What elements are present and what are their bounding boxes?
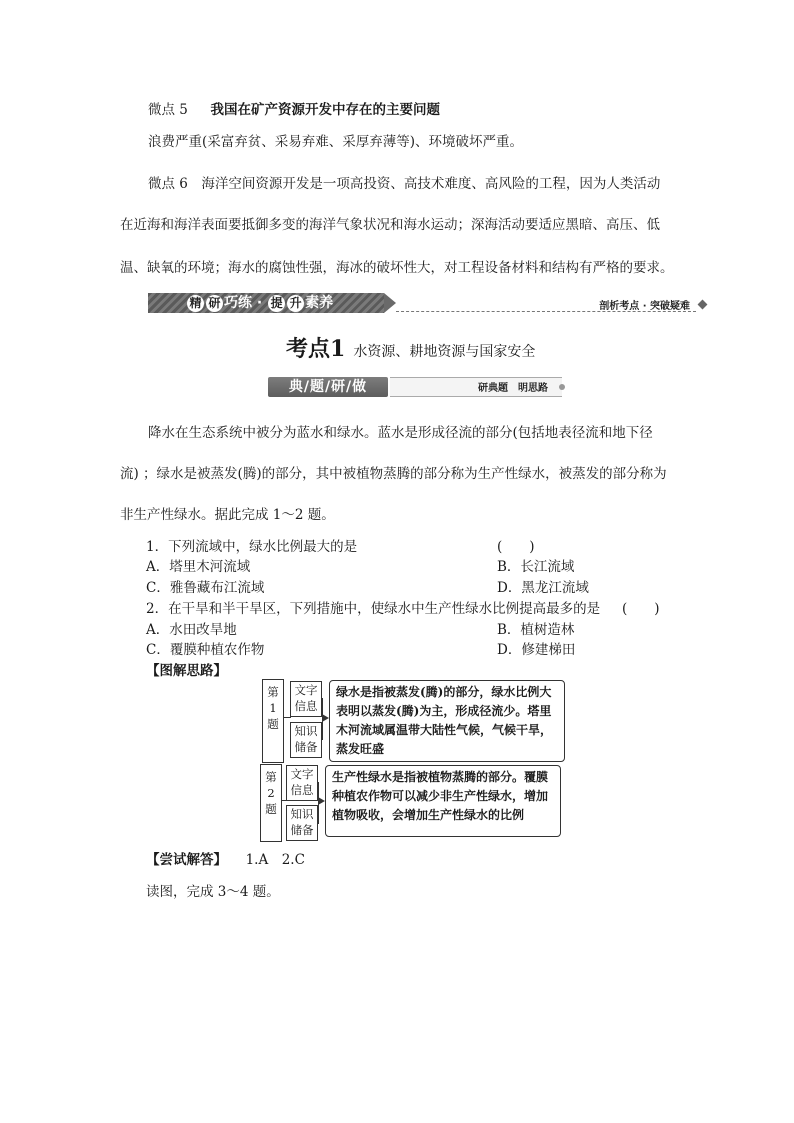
- sub-banner-title: 典/题/研/做: [288, 379, 368, 395]
- kaodian-label: 考点: [286, 336, 331, 362]
- diagram-q1-label-1: 第: [267, 685, 279, 699]
- diagram-q1-info-2: 信息: [294, 699, 318, 713]
- passage-line2: 流) ；绿水是被蒸发(腾)的部分，其中被植物蒸腾的部分称为生产性绿水，被蒸发的部分称为: [120, 466, 667, 482]
- micro-point-5: [148, 98, 440, 118]
- kaodian-title: 水资源、耕地资源与国家安全: [353, 344, 536, 360]
- diagram-q2-know-1: 知识: [290, 807, 314, 821]
- diagram-q2-info-1: 文字: [290, 767, 314, 781]
- passage-line3: 非生产性绿水。据此完成 1～2 题。: [120, 507, 335, 523]
- banner-dot: ·: [256, 295, 263, 311]
- dot-icon: [559, 384, 565, 390]
- question-2-option-a: A．水田改旱地: [146, 622, 237, 638]
- diagram-q1-label: [262, 679, 284, 763]
- diagram-q2-label-1: 第: [265, 770, 277, 784]
- diagram-q1-know: [290, 722, 322, 758]
- next-instruction: 读图，完成 3～4 题。: [146, 884, 280, 900]
- diagram-q2-text: 生产性绿水是指被植物蒸腾的部分。覆膜种植农作物可以减少非生产性绿水，增加植物吸收，会增加生产性绿水的比例: [325, 765, 561, 837]
- micro-point-6-line1: 微点 6 海洋空间资源开发是一项高投资、高技术难度、高风险的工程，因为人类活动: [148, 176, 661, 192]
- diagram-q1-know-2: 储备: [294, 740, 318, 754]
- diagram-q1-label-2: 1: [269, 701, 277, 715]
- question-2-stem: 2．在干旱和半干旱区，下列措施中，使绿水中生产性绿水比例提高最多的是: [146, 601, 601, 617]
- banner-text-1: 巧练: [224, 295, 252, 311]
- kaodian-heading: [286, 332, 535, 363]
- banner-title: [186, 293, 333, 313]
- question-1-blank: ( ): [497, 539, 535, 555]
- question-1-option-d: D．黑龙江流域: [497, 580, 589, 596]
- micro-point-5-label: 微点 5: [148, 102, 188, 118]
- diagram-q1-info-1: 文字: [294, 683, 318, 697]
- diagram-q2-know: [286, 805, 318, 841]
- banner-text-2: 素养: [305, 295, 334, 311]
- banner-char-2: 研: [206, 295, 223, 312]
- question-2-option-c: C．覆膜种植农作物: [146, 642, 265, 658]
- diagram-q1-connector: [283, 717, 291, 718]
- diagram-q1-text: 绿水是指被蒸发(腾)的部分，绿水比例大表明以蒸发(腾)为主，形成径流少。塔里木河流域属温带大陆性气候，气候干旱，蒸发旺盛: [329, 680, 565, 762]
- diagram-q1-label-3: 题: [267, 717, 279, 731]
- micro-point-6-line3: 温、缺氧的环境；海水的腐蚀性强，海冰的破坏性大，对工程设备材料和结构有严格的要求。: [120, 260, 674, 276]
- answer-label: 【尝试解答】: [146, 852, 227, 868]
- banner-right-text: 剖析考点 · 突破疑难: [599, 301, 690, 312]
- banner-char-4: 升: [287, 295, 304, 312]
- banner-arrow-cap: [384, 293, 396, 313]
- diagram-q2-label-2: 2: [267, 786, 275, 800]
- question-2-blank: ( ): [622, 601, 660, 617]
- arrow-right-icon: [318, 797, 325, 805]
- diamond-icon: [698, 300, 708, 310]
- diagram-q1-info: [290, 681, 322, 717]
- micro-point-5-title: 我国在矿产资源开发中存在的主要问题: [210, 102, 440, 118]
- micro-point-6-line2: 在近海和海洋表面要抵御多变的海洋气象状况和海水运动；深海活动要适应黑暗、高压、低: [120, 217, 660, 233]
- question-1-option-a: A．塔里木河流域: [146, 559, 251, 575]
- diagram-q2-know-2: 储备: [290, 823, 314, 837]
- section-banner: [148, 291, 708, 315]
- diagram-q2-label: [260, 764, 282, 842]
- diagram-q2-info-2: 信息: [290, 783, 314, 797]
- question-1-option-b: B．长江流域: [497, 559, 575, 575]
- question-1-stem: 1．下列流域中，绿水比例最大的是: [146, 539, 358, 555]
- kaodian-number: 1: [330, 336, 346, 362]
- question-2-option-b: B．植树造林: [497, 622, 575, 638]
- answer-value: 1.A 2.C: [245, 852, 305, 868]
- diagram-q2-info: [286, 765, 318, 801]
- diagram-q1-know-1: 知识: [294, 724, 318, 738]
- micro-point-5-body: 浪费严重(采富弃贫、采易弃难、采厚弃薄等)、环境破坏严重。: [148, 134, 524, 150]
- sub-banner: [268, 377, 570, 397]
- banner-char-1: 精: [187, 295, 204, 312]
- arrow-right-icon: [322, 714, 329, 722]
- passage-line1: 降水在生态系统中被分为蓝水和绿水。蓝水是形成径流的部分(包括地表径流和地下径: [148, 425, 653, 441]
- answer-line: [146, 848, 305, 868]
- diagram-q2-label-3: 题: [265, 802, 277, 816]
- question-2-option-d: D．修建梯田: [497, 642, 576, 658]
- banner-char-3: 提: [268, 295, 285, 312]
- sub-banner-right-text: 研典题 明思路: [478, 383, 548, 394]
- question-1-option-c: C．雅鲁藏布江流域: [146, 580, 265, 596]
- tujie-label: 【图解思路】: [146, 663, 227, 679]
